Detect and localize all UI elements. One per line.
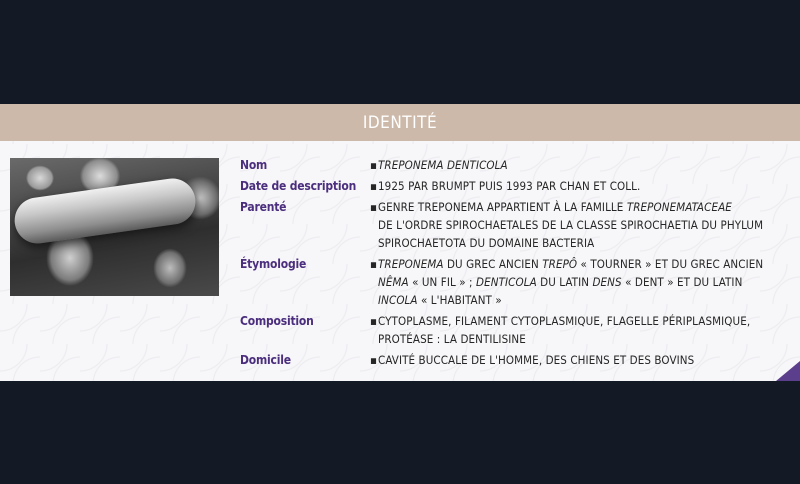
value-line	[370, 216, 780, 234]
row-label: Date de description	[240, 179, 357, 193]
identity-row	[240, 312, 780, 348]
microscope-photo	[10, 158, 219, 296]
value-line	[370, 234, 780, 252]
row-value	[370, 312, 780, 348]
value-line	[370, 177, 780, 195]
section-banner	[0, 104, 800, 141]
bullet-icon: ▪	[370, 179, 378, 193]
value-text: DE L'ORDRE SPIROCHAETALES DE LA CLASSE SPIROCHAETIA DU PHYLUM	[378, 218, 764, 232]
value-text: NÊMA	[378, 275, 409, 289]
bullet-icon: ▪	[370, 158, 378, 172]
identity-row	[240, 351, 780, 369]
section-title: IDENTITÉ	[362, 112, 438, 133]
value-text: 1925 PAR BRUMPT PUIS 1993 PAR CHAN ET COLL.	[378, 179, 641, 193]
value-text: CYTOPLASME, FILAMENT CYTOPLASMIQUE, FLAGELLE PÉRIPLASMIQUE,	[378, 314, 751, 328]
value-line	[370, 156, 780, 174]
row-label: Domicile	[240, 353, 291, 367]
identity-row	[240, 198, 780, 252]
value-text: DU GREC ANCIEN	[443, 257, 543, 271]
value-line	[370, 273, 780, 291]
value-text: CAVITÉ BUCCALE DE L'HOMME, DES CHIENS ET DES BOVINS	[378, 353, 695, 367]
row-value	[370, 351, 780, 369]
value-text: PROTÉASE : LA DENTILISINE	[378, 332, 526, 346]
value-text: « L'HABITANT »	[417, 293, 502, 307]
value-text: DENTICOLA	[476, 275, 537, 289]
value-text: « DENT » ET DU LATIN	[621, 275, 743, 289]
value-text: SPIROCHAETOTA DU DOMAINE BACTERIA	[378, 236, 595, 250]
value-text: INCOLA	[378, 293, 418, 307]
bullet-icon: ▪	[370, 314, 378, 328]
value-line	[370, 330, 780, 348]
value-text: « UN FIL » ;	[408, 275, 477, 289]
bullet-icon: ▪	[370, 200, 378, 214]
value-line	[370, 198, 780, 216]
value-line	[370, 291, 780, 309]
bullet-icon: ▪	[370, 353, 378, 367]
value-text: DENS	[592, 275, 622, 289]
identity-row	[240, 177, 780, 195]
row-value	[370, 156, 780, 174]
value-text: TREPONEMA	[378, 257, 444, 271]
bacterium-rod	[12, 176, 199, 247]
row-label: Étymologie	[240, 257, 307, 271]
value-line	[370, 255, 780, 273]
bullet-icon: ▪	[370, 257, 378, 271]
identity-card	[0, 104, 800, 381]
identity-row	[240, 255, 780, 309]
row-value	[370, 198, 780, 252]
row-value	[370, 255, 780, 309]
value-text: GENRE TREPONEMA APPARTIENT À LA FAMILLE	[378, 200, 627, 214]
identity-table	[240, 156, 780, 372]
value-text: DU LATIN	[536, 275, 593, 289]
value-text: TREPÔ	[542, 257, 578, 271]
value-line	[370, 312, 780, 330]
value-text: « TOURNER » ET DU GREC ANCIEN	[577, 257, 764, 271]
row-label: Parenté	[240, 200, 287, 214]
value-text: TREPONEMATACEAE	[626, 200, 732, 214]
row-label: Composition	[240, 314, 314, 328]
value-line	[370, 351, 780, 369]
corner-accent	[776, 361, 800, 381]
row-label: Nom	[240, 158, 268, 172]
row-value	[370, 177, 780, 195]
identity-row	[240, 156, 780, 174]
value-text: TREPONEMA DENTICOLA	[378, 158, 508, 172]
